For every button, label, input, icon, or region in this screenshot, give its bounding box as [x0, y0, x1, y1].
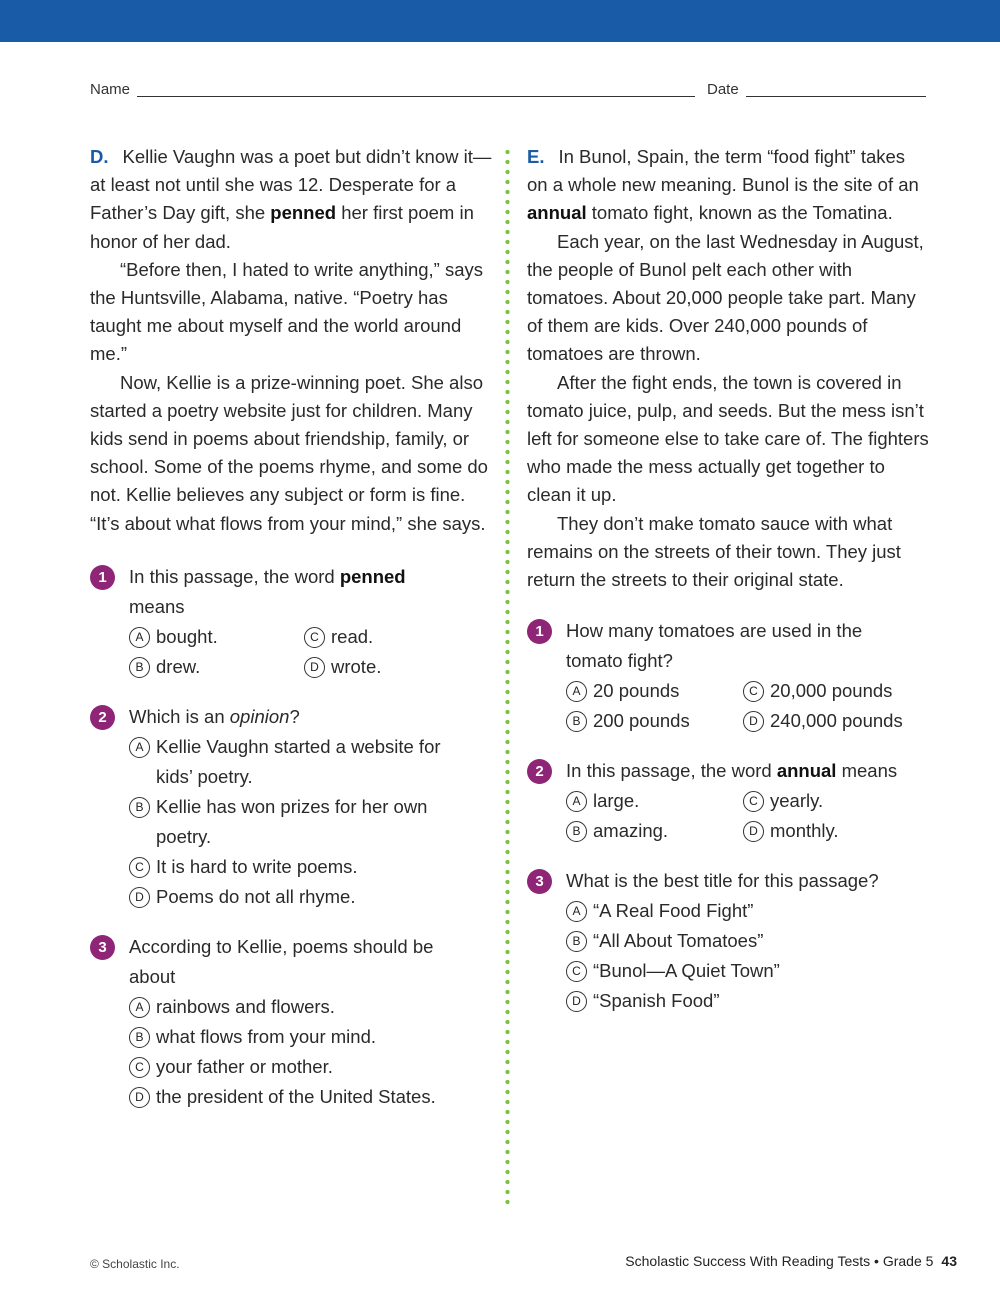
question-e2 [527, 756, 929, 846]
answer-bubble[interactable]: B [129, 1027, 150, 1048]
answer-option-c[interactable]: C “Bunol—A Quiet Town” [566, 956, 929, 986]
answer-option-b[interactable]: B “All About Tomatoes” [566, 926, 929, 956]
answer-option-b[interactable]: B 200 pounds [566, 706, 743, 736]
name-date-row [90, 80, 926, 100]
answer-option-c[interactable]: C read. [304, 622, 484, 652]
answer-bubble[interactable]: D [129, 887, 150, 908]
question-text: Which is an opinion? [129, 705, 300, 727]
passage-paragraph: Now, Kellie is a prize-winning poet. She also started a poetry website just for children. Many kids send in poems about friendship, family, or school. Some of the poems rhyme, and some do not. Kellie believes any subject or form is fine. “It’s about what flows from your mind,” she says. [90, 371, 488, 534]
passage-letter: E. [527, 146, 545, 167]
passage-text: her first poem in honor of her dad. [90, 202, 474, 252]
question-number-badge: 3 [527, 869, 552, 894]
question-text: In this passage, the word annual means [566, 760, 898, 782]
question-text: According to Kellie, poems should be about [129, 935, 434, 987]
question-text: In this passage, the word penned means [129, 565, 406, 617]
answer-options [129, 732, 449, 912]
copyright-text: © Scholastic Inc. [90, 1257, 180, 1271]
answer-bubble[interactable]: C [304, 627, 325, 648]
question-number-badge: 1 [90, 565, 115, 590]
vocab-word: annual [527, 202, 587, 224]
question-text: How many tomatoes are used in the tomato fight? [566, 620, 863, 672]
answer-bubble[interactable]: B [129, 657, 150, 678]
passage-paragraph: “Before then, I hated to write anything,” says the Huntsville, Alabama, native. “Poetry has taught me about myself and the world around me.” [90, 258, 483, 365]
answer-option-b[interactable]: B drew. [129, 652, 304, 682]
question-number-badge: 2 [527, 759, 552, 784]
book-footer [625, 1253, 957, 1269]
passage-d [90, 143, 492, 538]
answer-bubble[interactable]: B [129, 797, 150, 818]
book-title: Scholastic Success With Reading Tests • Grade 5 [625, 1253, 934, 1269]
answer-option-d[interactable]: D Poems do not all rhyme. [129, 882, 449, 912]
passage-letter: D. [90, 146, 109, 167]
answer-option-c[interactable]: C 20,000 pounds [743, 676, 933, 706]
answer-option-d[interactable]: D monthly. [743, 816, 933, 846]
answer-option-c[interactable]: C yearly. [743, 786, 933, 816]
right-column [527, 143, 929, 1016]
answer-options [129, 622, 492, 682]
passage-paragraph: After the fight ends, the town is covered in tomato juice, pulp, and seeds. But the mess isn’t left for someone else to take care of. The fighters who made the mess actually get together to clean it up. [527, 371, 929, 506]
question-e3 [527, 866, 929, 1016]
answer-option-c[interactable]: C It is hard to write poems. [129, 852, 449, 882]
answer-bubble[interactable]: C [129, 1057, 150, 1078]
answer-option-b[interactable]: B amazing. [566, 816, 743, 846]
date-input-line[interactable] [746, 96, 926, 97]
answer-option-b[interactable]: B what flows from your mind. [129, 1022, 492, 1052]
answer-option-d[interactable]: D the president of the United States. [129, 1082, 492, 1112]
column-divider [505, 147, 510, 1209]
answer-options [566, 896, 929, 1016]
answer-options [566, 676, 929, 736]
answer-option-d[interactable]: D “Spanish Food” [566, 986, 929, 1016]
answer-bubble[interactable]: D [129, 1087, 150, 1108]
answer-option-a[interactable]: A Kellie Vaughn started a website for kids’ poetry. [129, 732, 449, 792]
date-label: Date [707, 81, 739, 98]
question-number-badge: 1 [527, 619, 552, 644]
answer-option-a[interactable]: A “A Real Food Fight” [566, 896, 929, 926]
answer-option-a[interactable]: A rainbows and flowers. [129, 992, 492, 1022]
answer-option-d[interactable]: D 240,000 pounds [743, 706, 933, 736]
question-d1 [90, 562, 492, 682]
answer-bubble[interactable]: D [743, 821, 764, 842]
answer-bubble[interactable]: A [129, 997, 150, 1018]
answer-option-b[interactable]: B Kellie has won prizes for her own poetry. [129, 792, 449, 852]
vocab-word: penned [270, 202, 337, 224]
answer-bubble[interactable]: B [566, 821, 587, 842]
answer-bubble[interactable]: A [566, 681, 587, 702]
name-input-line[interactable] [137, 96, 695, 97]
answer-bubble[interactable]: A [129, 627, 150, 648]
answer-bubble[interactable]: D [566, 991, 587, 1012]
answer-bubble[interactable]: B [566, 711, 587, 732]
question-number-badge: 2 [90, 705, 115, 730]
answer-bubble[interactable]: A [566, 791, 587, 812]
answer-bubble[interactable]: C [129, 857, 150, 878]
answer-bubble[interactable]: D [304, 657, 325, 678]
answer-bubble[interactable]: D [743, 711, 764, 732]
answer-option-a[interactable]: A large. [566, 786, 743, 816]
answer-bubble[interactable]: A [566, 901, 587, 922]
passage-paragraph [90, 143, 492, 256]
question-d3 [90, 932, 492, 1112]
passage-text: tomato fight, known as the Tomatina. [586, 202, 893, 224]
answer-bubble[interactable]: B [566, 931, 587, 952]
answer-bubble[interactable]: C [743, 681, 764, 702]
answer-bubble[interactable]: C [566, 961, 587, 982]
answer-option-a[interactable]: A 20 pounds [566, 676, 743, 706]
page-number: 43 [941, 1253, 957, 1269]
passage-e [527, 143, 929, 594]
passage-text: In Bunol, Spain, the term “food fight” takes on a whole new meaning. Bunol is the site of an [527, 146, 919, 196]
answer-option-d[interactable]: D wrote. [304, 652, 484, 682]
answer-bubble[interactable]: A [129, 737, 150, 758]
question-e1 [527, 616, 929, 736]
answer-bubble[interactable]: C [743, 791, 764, 812]
answer-option-c[interactable]: C your father or mother. [129, 1052, 492, 1082]
answer-options [129, 992, 492, 1112]
passage-paragraph: Each year, on the last Wednesday in August, the people of Bunol pelt each other with tomatoes. About 20,000 people take part. Many of them are kids. Over 240,000 pounds of tomatoes are thrown. [527, 230, 924, 365]
answer-options [566, 786, 929, 846]
passage-text: Kellie Vaughn was a poet but didn’t know it—at least not until she was 12. Desperate for a Father’s Day gift, she [90, 146, 492, 224]
passage-paragraph [527, 143, 929, 228]
answer-option-a[interactable]: A bought. [129, 622, 304, 652]
name-label: Name [90, 81, 131, 98]
question-d2 [90, 702, 492, 912]
question-number-badge: 3 [90, 935, 115, 960]
passage-paragraph: They don’t make tomato sauce with what remains on the streets of their town. They just return the streets to their original state. [527, 512, 901, 591]
question-text: What is the best title for this passage? [566, 870, 879, 892]
left-column [90, 143, 492, 1112]
top-banner [0, 0, 1000, 42]
